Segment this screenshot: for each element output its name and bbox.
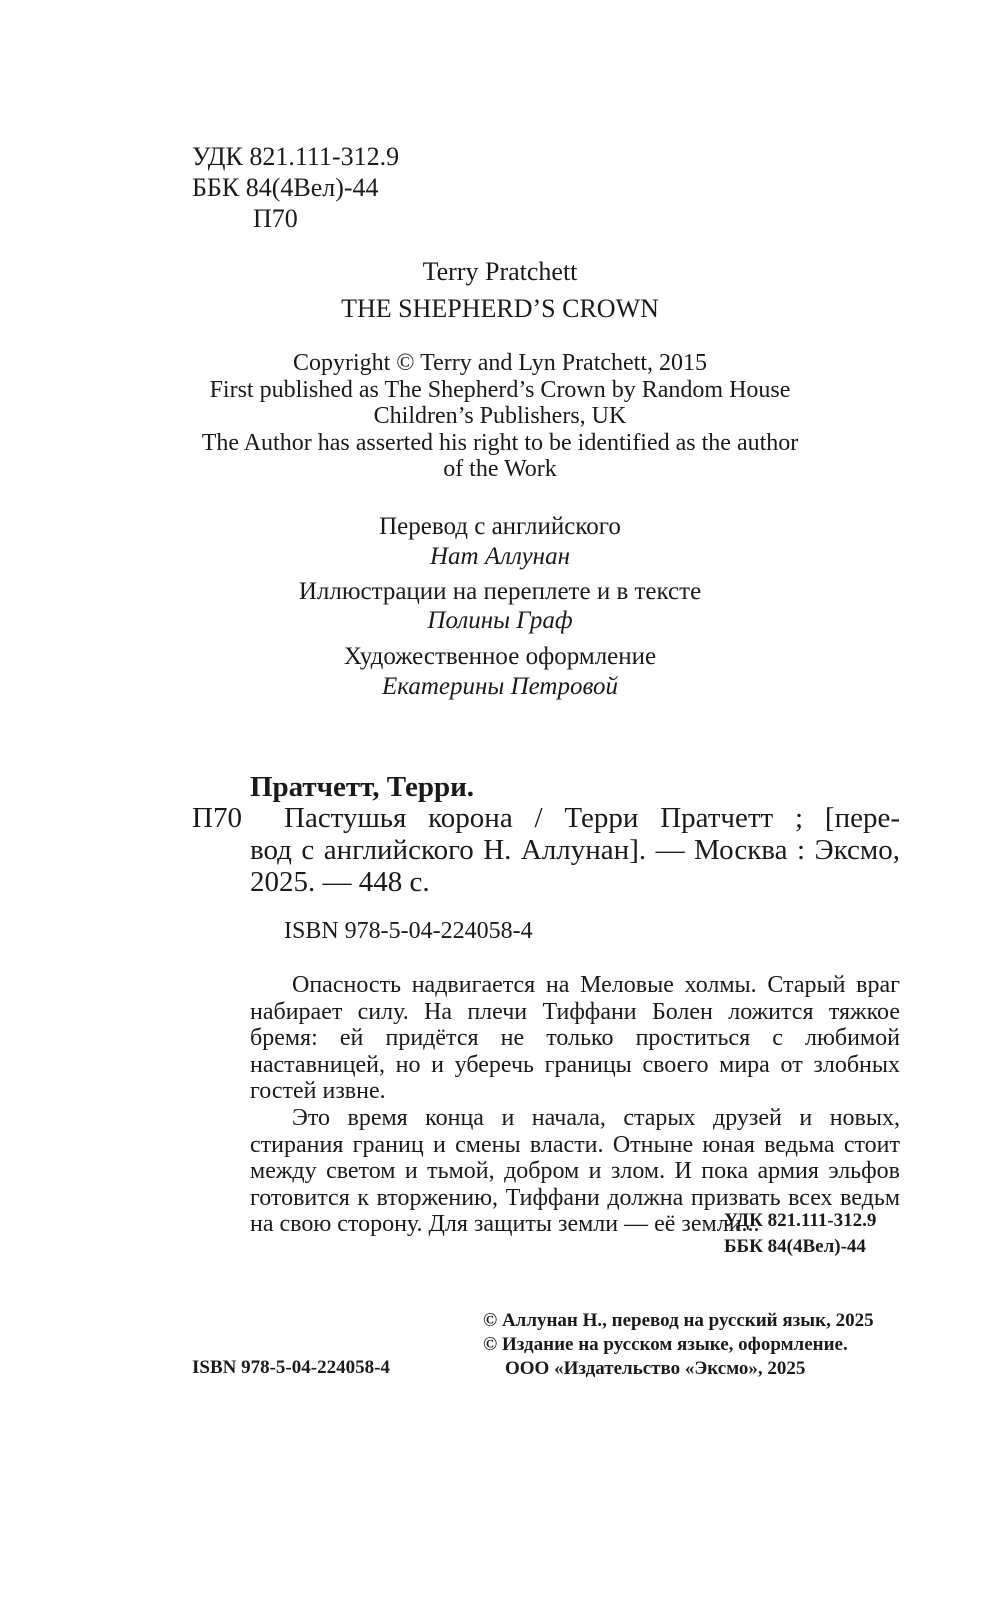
bbk-code: ББК 84(4Вел)-44 (192, 173, 379, 202)
annotation-paragraph: Это время конца и начала, старых друзей и новых, стирания границ и смены власти. Отныне юная ведьма стоит между светом и тьмой, добром и злом. И пока армия эльфов готовится к вторжению, Тиффани должна призвать всех ведьм на свою сторону. Для защиты земли — её земли... (250, 1104, 900, 1238)
catalog-entry-line: вод с английского Н. Аллунан]. — Москва : Эксмо, (250, 834, 900, 866)
credit-role-translation: Перевод с английского (379, 513, 621, 540)
catalog-mark: П70 (192, 802, 242, 834)
copyright-line: The Author has asserted his right to be identified as the author (201, 430, 799, 456)
credit-role-illustrations: Иллюстрации на переплете и в тексте (298, 578, 702, 605)
catalog-isbn: ISBN 978-5-04-224058-4 (284, 918, 533, 944)
footer-udk-code: УДК 821.111-312.9 (724, 1210, 877, 1231)
footer-copyright-line: © Издание на русском языке, оформление. (483, 1334, 848, 1355)
original-author: Terry Pratchett (422, 257, 578, 286)
catalog-author-heading: Пратчетт, Терри. (250, 771, 475, 803)
catalog-entry-line: Пастушья корона / Терри Пратчетт ; [пере- (284, 802, 900, 834)
annotation-paragraph: Опасность надвигается на Меловые холмы. Старый враг набирает силу. На плечи Тиффани Болен ложится тяжкое бремя: ей придётся не только проститься с любимой наставницей, но и уберечь границы своего мира от злобных гостей извне. (250, 972, 900, 1105)
copyright-line: Copyright © Terry and Lyn Pratchett, 2015 (292, 350, 708, 376)
footer-isbn: ISBN 978-5-04-224058-4 (192, 1357, 390, 1378)
copyright-line: of the Work (443, 456, 557, 482)
credit-name-illustrator: Полины Граф (427, 607, 573, 634)
copyright-line: Children’s Publishers, UK (373, 403, 627, 429)
credit-role-design: Художественное оформление (343, 643, 657, 670)
original-title: THE SHEPHERD’S CROWN (341, 294, 659, 323)
footer-copyright-line: ООО «Издательство «Эксмо», 2025 (505, 1358, 806, 1379)
copyright-line: First published as The Shepherd’s Crown by Random House (209, 377, 791, 403)
footer-bbk-code: ББК 84(4Вел)-44 (724, 1236, 866, 1257)
footer-copyright-line: © Аллунан Н., перевод на русский язык, 2025 (483, 1310, 874, 1331)
credit-name-translator: Нат Аллунан (429, 543, 570, 570)
author-mark: П70 (253, 204, 298, 233)
credit-name-designer: Екатерины Петровой (382, 673, 618, 700)
catalog-entry-line: 2025. — 448 с. (250, 866, 430, 898)
annotation (250, 972, 900, 1238)
udk-code: УДК 821.111-312.9 (192, 142, 400, 171)
